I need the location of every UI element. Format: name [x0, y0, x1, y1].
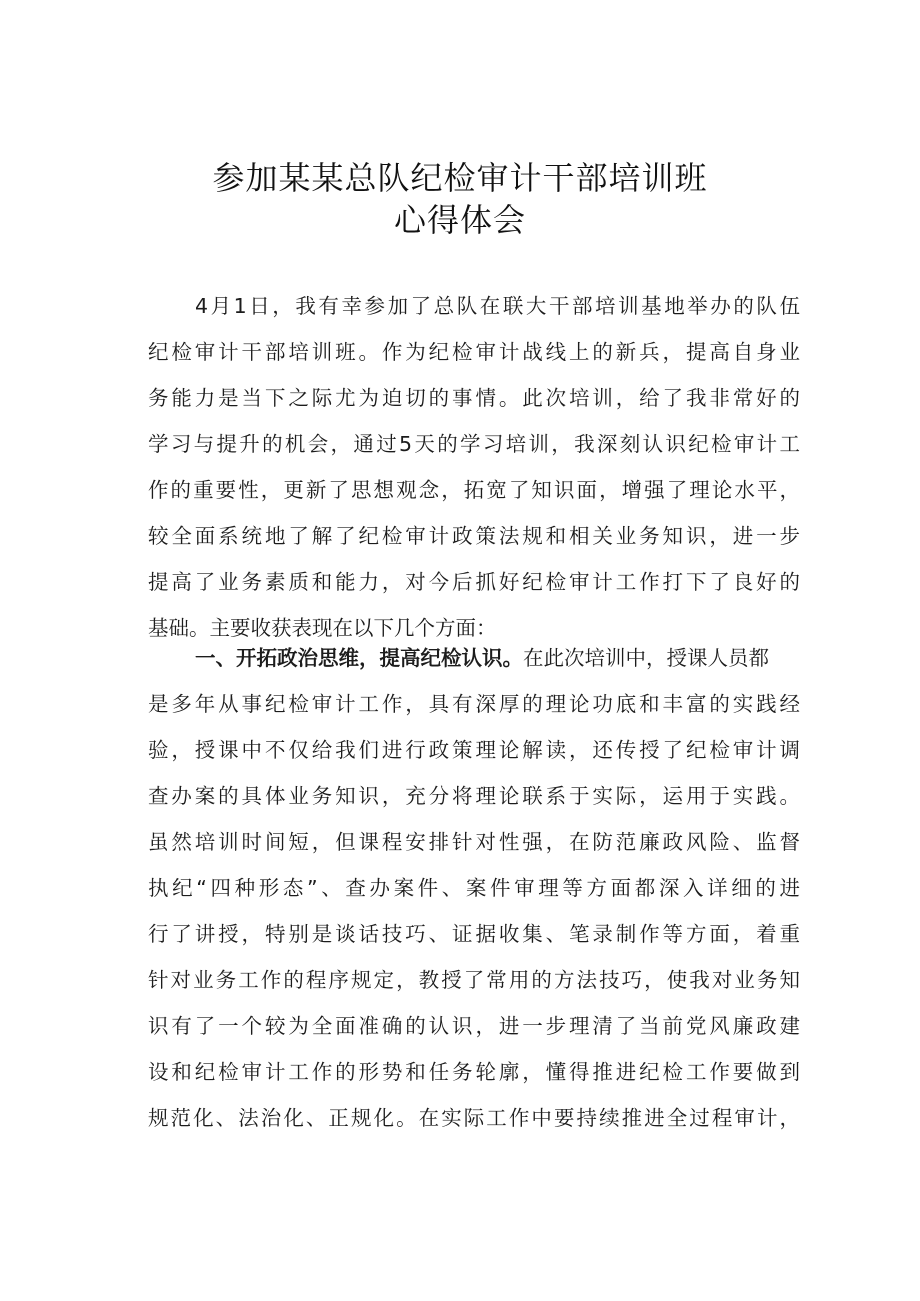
section-heading-line [195, 636, 800, 680]
paragraph-line: 纪检审计干部培训班。作为纪检审计战线上的新兵，提高自身业 [148, 340, 800, 364]
paragraph-line: 执纪“四种形态”、查办案件、案件审理等方面都深入详细的进 [148, 876, 800, 900]
paragraph-line: 虽然培训时间短，但课程安排针对性强，在防范廉政风险、监督 [148, 830, 800, 854]
paragraph-line: 务能力是当下之际尤为迫切的事情。此次培训，给了我非常好的 [148, 386, 800, 410]
paragraph-line: 针对业务工作的程序规定，教授了常用的方法技巧，使我对业务知 [148, 968, 800, 992]
paragraph-line: 较全面系统地了解了纪检审计政策法规和相关业务知识，进一步 [148, 524, 800, 548]
paragraph-line: 学习与提升的机会，通过5天的学习培训，我深刻认识纪检审计工 [148, 432, 800, 456]
document-subtitle: 心得体会 [393, 201, 526, 239]
paragraph-line: 查办案的具体业务知识，充分将理论联系于实际，运用于实践。 [148, 784, 800, 808]
paragraph-line: 设和纪检审计工作的形势和任务轮廓，懂得推进纪检工作要做到 [148, 1060, 800, 1084]
document-title: 参加某某总队纪检审计干部培训班 [212, 159, 708, 197]
paragraph-line: 4月1日，我有幸参加了总队在联大干部培训基地举办的队伍 [195, 294, 800, 318]
paragraph-line: 是多年从事纪检审计工作，具有深厚的理论功底和丰富的实践经 [148, 692, 800, 716]
paragraph-line: 识有了一个较为全面准确的认识，进一步理清了当前党风廉政建 [148, 1014, 800, 1038]
paragraph-line: 规范化、法治化、正规化。在实际工作中要持续推进全过程审计， [148, 1106, 800, 1130]
paragraph-line: 作的重要性，更新了思想观念，拓宽了知识面，增强了理论水平， [148, 478, 800, 502]
paragraph-line: 提高了业务素质和能力，对今后抓好纪检审计工作打下了良好的 [148, 570, 800, 594]
paragraph-line: 验，授课中不仅给我们进行政策理论解读，还传授了纪检审计调 [148, 738, 800, 762]
section-heading-rest: 在此次培训中，授课人员都 [523, 646, 769, 670]
section-heading: 一、开拓政治思维，提高纪检认识。 [195, 646, 523, 670]
paragraph-line: 基础。主要收获表现在以下几个方面： [148, 616, 497, 640]
paragraph-line: 行了讲授，特别是谈话技巧、证据收集、笔录制作等方面，着重 [148, 922, 800, 946]
